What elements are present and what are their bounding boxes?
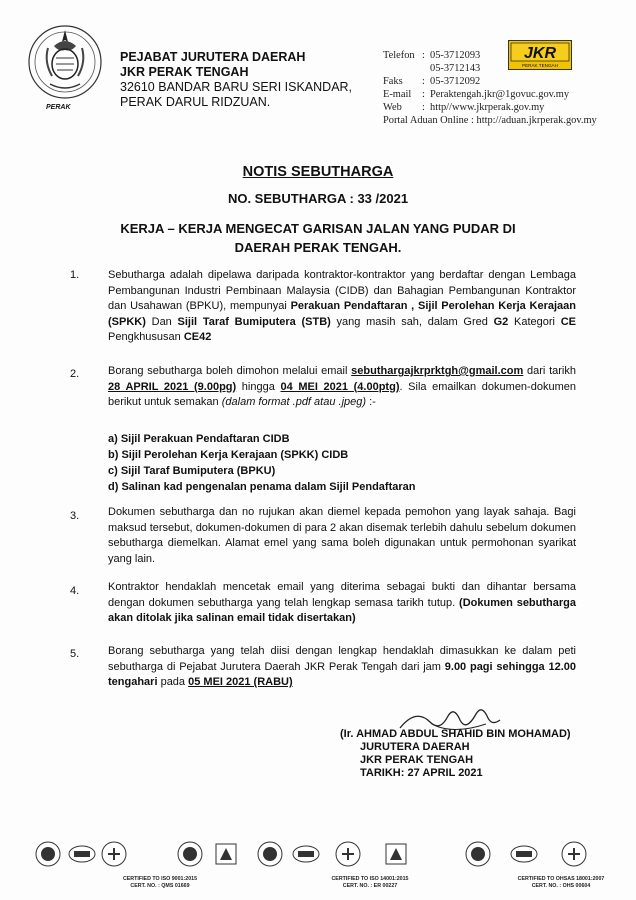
svg-text:JKR: JKR	[523, 45, 557, 62]
signatory-office: JKR PERAK TENGAH	[360, 754, 474, 766]
application-email: sebuthargajkrprktgh@gmail.com	[351, 365, 524, 377]
signature-date: TARIKH: 27 APRIL 2021	[360, 767, 483, 779]
para-number: 1.	[70, 269, 80, 281]
address-line-1: 32610 BANDAR BARU SERI ISKANDAR,	[120, 80, 353, 94]
iqnet-badge-icon	[68, 840, 96, 868]
standard-mark-icon	[334, 840, 362, 868]
iqnet-badge-icon	[292, 840, 320, 868]
paragraph-2: Borang sebutharga boleh dimohon melalui email sebuthargajkrprktgh@gmail.com dari tarikh 28 APRIL 2021 (9.00pg) hingga 04 MEI 2021 (4.00ptg). Sila emailkan dokumen-dokumen berikut untuk semakan (dalam format .pdf atau .jpeg) :-	[108, 365, 576, 409]
paragraph-3: Dokumen sebutharga dan no rujukan akan diemel kepada pemohon yang layak sahaja. Bagi maksud tersebut, dokumen-dokumen di para 2 akan disemak terlebih dahulu sebelum dokumen sebutharga diemelkan. Alamat emel yang sama boleh digunakan untuk permohonan syarikat yang lain.	[108, 506, 576, 565]
iso-14001-certification: CERTIFIED TO ISO 14001:2015 CERT. NO. : ER 00227	[331, 876, 409, 889]
svg-text:PERAK TENGAH: PERAK TENGAH	[522, 63, 558, 68]
standard-mark-icon	[560, 840, 588, 868]
accreditation-badge-icon	[382, 840, 410, 868]
ohsas-18001-certification: CERTIFIED TO OHSAS 18001:2007 CERT. NO. : OHS 00604	[517, 876, 605, 889]
contact-row: Web : http//www.jkrperak.gov.my	[383, 102, 545, 114]
quality-system-badge-icon	[176, 840, 204, 868]
list-item: a) Sijil Perakuan Pendaftaran CIDB	[108, 433, 290, 445]
quality-system-badge-icon	[34, 840, 62, 868]
standard-mark-icon	[100, 840, 128, 868]
office-branch: JKR PERAK TENGAH	[120, 65, 249, 79]
contact-row: Faks : 05-3712092	[383, 76, 481, 88]
iqnet-badge-icon	[510, 840, 538, 868]
contact-row: E-mail : Peraktengah.jkr@1govuc.gov.my	[383, 89, 570, 101]
notice-title: NOTIS SEBUTHARGA	[242, 164, 394, 180]
contact-row: Telefon : 05-3712093	[383, 50, 481, 61]
paragraph-4: Kontraktor hendaklah mencetak email yang diterima sebagai bukti dan dihantar bersama dengan dokumen sebutharga yang telah lengkap semasa tarikh tutup. (Dokumen sebutharga akan ditolak jika salinan email tidak disertakan)	[108, 581, 576, 625]
notice-number: NO. SEBUTHARGA : 33 /2021	[227, 191, 409, 206]
para-number: 4.	[70, 585, 80, 597]
office-name: PEJABAT JURUTERA DAERAH	[120, 50, 306, 64]
perak-crest-logo	[26, 18, 104, 110]
iso-9001-certification: CERTIFIED TO ISO 9001:2015 CERT. NO. : QMS 01669	[122, 876, 198, 889]
office-address	[120, 50, 352, 110]
signatory-block	[340, 728, 571, 780]
crest-caption: PERAK	[46, 104, 71, 111]
contact-row: 05-3712143	[430, 63, 481, 75]
address-line-2: PERAK DARUL RIDZUAN.	[120, 95, 271, 109]
para-number: 5.	[70, 648, 80, 660]
work-title: KERJA – KERJA MENGECAT GARISAN JALAN YANG PUDAR DI DAERAH PERAK TENGAH.	[120, 221, 516, 255]
para-number: 2.	[70, 368, 80, 380]
paragraph-1: Sebutharga adalah dipelawa daripada kontraktor-kontraktor yang berdaftar dengan Lembaga Pembangunan Industri Pembinaan Malaysia (CIDB) dan Bahagian Pembangunan Kontraktor dan Usahawan (BPKU), mempunyai Perakuan Pendaftaran , Sijil Perolehan Kerja Kerajaan (SPKK) Dan Sijil Taraf Bumiputera (STB) yang masih sah, dalam Gred G2 Kategori CE Pengkhususan CE42	[108, 269, 576, 344]
list-item: b) Sijil Perolehan Kerja Kerajaan (SPKK) CIDB	[108, 449, 349, 461]
list-item: c) Sijil Taraf Bumiputera (BPKU)	[108, 465, 276, 477]
para-number: 3.	[70, 510, 80, 522]
ohsas-badge-icon	[464, 840, 492, 868]
paragraph-5: Borang sebutharga yang telah diisi dengan lengkap hendaklah dimasukkan ke dalam peti sebutharga di Pejabat Jurutera Daerah JKR Perak Tengah dari jam 9.00 pagi sehingga 12.00 tengahari pada 05 MEI 2021 (RABU)	[108, 645, 576, 689]
required-documents-list	[108, 431, 415, 495]
environmental-system-badge-icon	[256, 840, 284, 868]
list-item: d) Salinan kad pengenalan penama dalam Sijil Pendaftaran	[108, 481, 416, 493]
portal-aduan: Portal Aduan Online : http://aduan.jkrperak.gov.my	[383, 115, 597, 127]
signatory-title: JURUTERA DAERAH	[360, 741, 470, 753]
signatory-name: (Ir. AHMAD ABDUL SHAHID BIN MOHAMAD)	[340, 728, 571, 740]
accreditation-badge-icon	[212, 840, 240, 868]
jkr-logo	[508, 40, 572, 70]
